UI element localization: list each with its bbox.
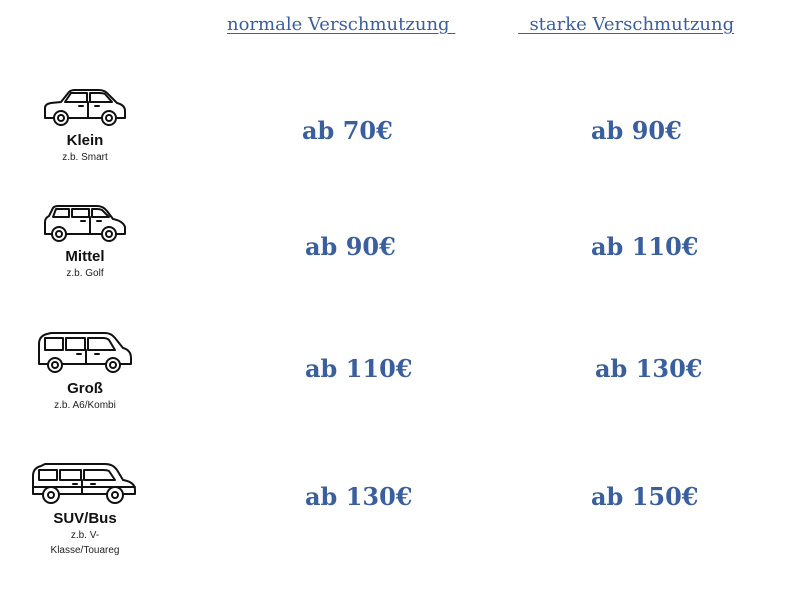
suv-van-icon (29, 458, 141, 508)
vehicle-class-example-line2: Klasse/Touareg (50, 545, 120, 556)
price-normal-klein: ab 70€ (302, 116, 393, 145)
price-normal-suv-bus: ab 130€ (305, 482, 413, 511)
small-car-icon (39, 84, 131, 130)
price-starke-gross: ab 130€ (595, 354, 703, 383)
vehicle-class-klein (20, 84, 150, 165)
column-header-normal: normale Verschmutzung (227, 14, 456, 35)
price-starke-suv-bus: ab 150€ (591, 482, 699, 511)
vehicle-class-example (20, 528, 150, 558)
price-starke-klein: ab 90€ (591, 116, 682, 145)
price-normal-gross: ab 110€ (305, 354, 413, 383)
vehicle-class-name: Klein (66, 132, 104, 149)
hatchback-car-icon (39, 202, 131, 246)
vehicle-class-example-line1: z.b. V- (70, 530, 100, 541)
vehicle-class-example: z.b. Golf (66, 268, 104, 279)
price-starke-mittel: ab 110€ (591, 232, 699, 261)
vehicle-class-suv-bus (20, 458, 150, 558)
vehicle-class-name: Mittel (65, 248, 105, 265)
vehicle-class-name: Groß (67, 380, 103, 397)
column-header-starke: starke Verschmutzung (518, 14, 735, 35)
vehicle-class-gross (20, 328, 150, 413)
price-normal-mittel: ab 90€ (305, 232, 396, 261)
vehicle-class-mittel (20, 202, 150, 281)
vehicle-class-example: z.b. Smart (62, 152, 108, 163)
vehicle-class-example: z.b. A6/Kombi (54, 400, 116, 411)
station-wagon-icon (33, 328, 137, 378)
vehicle-class-name: SUV/Bus (53, 510, 117, 527)
